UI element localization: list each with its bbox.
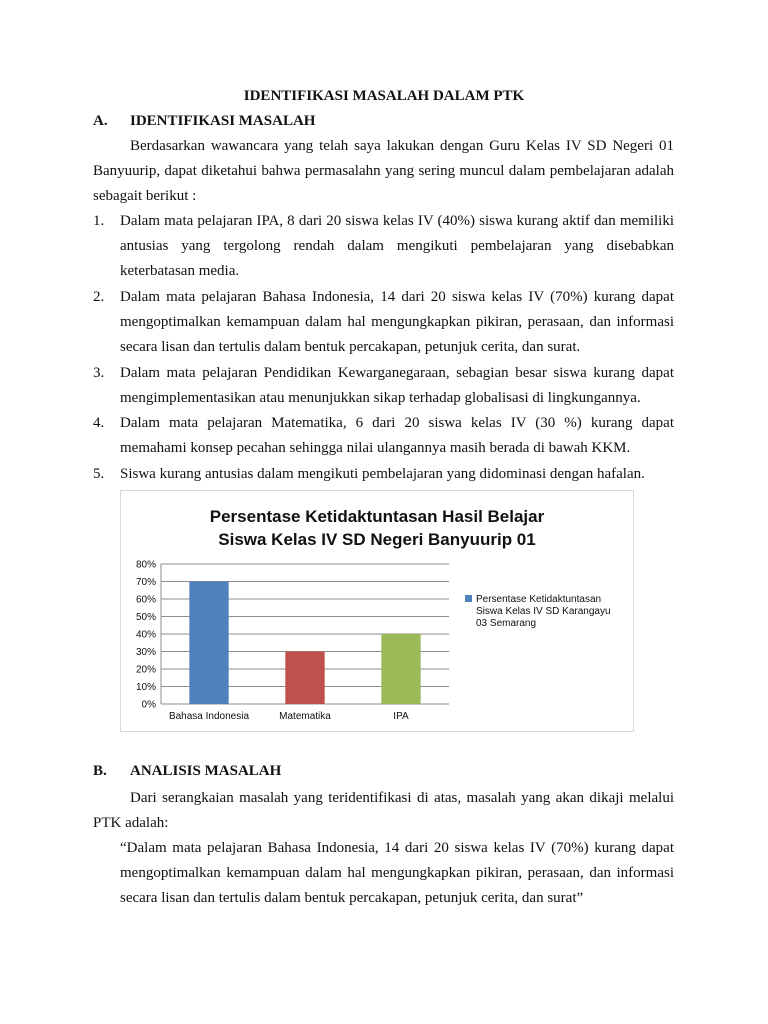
chart-legend — [465, 594, 611, 629]
x-tick-label: Bahasa Indonesia — [168, 711, 250, 722]
x-tick-label: Matematika — [279, 711, 331, 722]
plot-area — [136, 560, 449, 723]
bar — [189, 582, 228, 705]
page-title: IDENTIFIKASI MASALAH DALAM PTK — [243, 88, 525, 104]
list-item-text: Dalam mata pelajaran IPA, 8 dari 20 siswa kelas IV (40%) siswa kurang aktif dan memiliki antusias yang tergolong rendah dalam mengikuti pembelajaran yang disebabkan keterbatasan media. — [120, 213, 674, 279]
y-tick-label: 0% — [141, 699, 156, 711]
legend-line-3: 03 Semarang — [476, 618, 537, 629]
list-item — [93, 411, 674, 461]
section-b-letter: B. — [93, 763, 107, 779]
bar-chart — [121, 491, 633, 731]
quoted-problem: “Dalam mata pelajaran Bahasa Indonesia, 14 dari 20 siswa kelas IV (70%) kurang dapat mengoptimalkan kemampuan dalam hal mengungkapkan pikiran, perasaan, dan informasi secara lisan dan tertulis dalam bentuk percakapan, petunjuk cerita, dan surat” — [120, 840, 674, 906]
chart-title-line-2: Siswa Kelas IV SD Negeri Banyuurip 01 — [218, 530, 536, 549]
bar — [381, 634, 420, 704]
list-item — [93, 209, 674, 284]
legend-swatch — [465, 595, 472, 602]
list-item-text: Dalam mata pelajaran Bahasa Indonesia, 14 dari 20 siswa kelas IV (70%) kurang dapat mengoptimalkan kemampuan dalam hal mengungkapkan pikiran, perasaan, dan informasi secara lisan dan tertulis dalam bentuk percakapan, petunjuk cerita, dan surat. — [120, 289, 674, 355]
y-tick-label: 20% — [135, 664, 156, 676]
list-item-text: Siswa kurang antusias dalam mengikuti pembelajaran yang didominasi dengan hafalan. — [120, 466, 645, 482]
analysis-paragraph: Dari serangkaian masalah yang teridentifikasi di atas, masalah yang akan dikaji melalui PTK adalah: — [93, 790, 674, 831]
list-item-text: Dalam mata pelajaran Matematika, 6 dari 20 siswa kelas IV (30 %) kurang dapat memahami konsep pecahan sehingga nilai ulangannya masih berada di bawah KKM. — [120, 415, 674, 456]
y-tick-label: 40% — [135, 629, 156, 641]
y-tick-label: 30% — [135, 647, 156, 658]
list-item-number: 1. — [93, 213, 105, 229]
x-tick-label: IPA — [393, 711, 409, 722]
y-tick-label: 60% — [135, 594, 156, 606]
list-item — [93, 361, 674, 411]
section-a-title: IDENTIFIKASI MASALAH — [130, 113, 316, 129]
list-item — [93, 285, 674, 360]
bar — [285, 652, 324, 705]
legend-line-2: Siswa Kelas IV SD Karangayu — [476, 606, 611, 617]
intro-paragraph: Berdasarkan wawancara yang telah saya lakukan dengan Guru Kelas IV SD Negeri 01 Banyuurip, dapat diketahui bahwa permasalahn yang sering muncul dalam pembelajaran adalah sebagait berikut : — [93, 138, 674, 204]
y-tick-label: 50% — [135, 612, 156, 623]
y-tick-label: 10% — [135, 682, 156, 693]
list-item-text: Dalam mata pelajaran Pendidikan Kewarganegaraan, sebagian besar siswa kurang dapat mengimplementasikan atau menunjukkan sikap terhadap globalisasi di lingkungannya. — [120, 365, 674, 406]
list-item-number: 3. — [93, 365, 105, 381]
chart-title-line-1: Persentase Ketidaktuntasan Hasil Belajar — [209, 507, 545, 526]
y-tick-label: 80% — [135, 559, 156, 571]
list-item-number: 2. — [93, 289, 105, 305]
chart-container — [120, 490, 634, 732]
list-item-number: 5. — [93, 466, 105, 482]
section-b-heading — [93, 763, 281, 780]
list-item — [93, 462, 674, 487]
section-a-heading — [93, 113, 315, 130]
y-tick-label: 70% — [135, 577, 156, 588]
list-item-number: 4. — [93, 415, 105, 431]
legend-line-1: Persentase Ketidaktuntasan — [476, 594, 602, 605]
section-a-letter: A. — [93, 113, 108, 129]
section-b-title: ANALISIS MASALAH — [130, 763, 282, 779]
